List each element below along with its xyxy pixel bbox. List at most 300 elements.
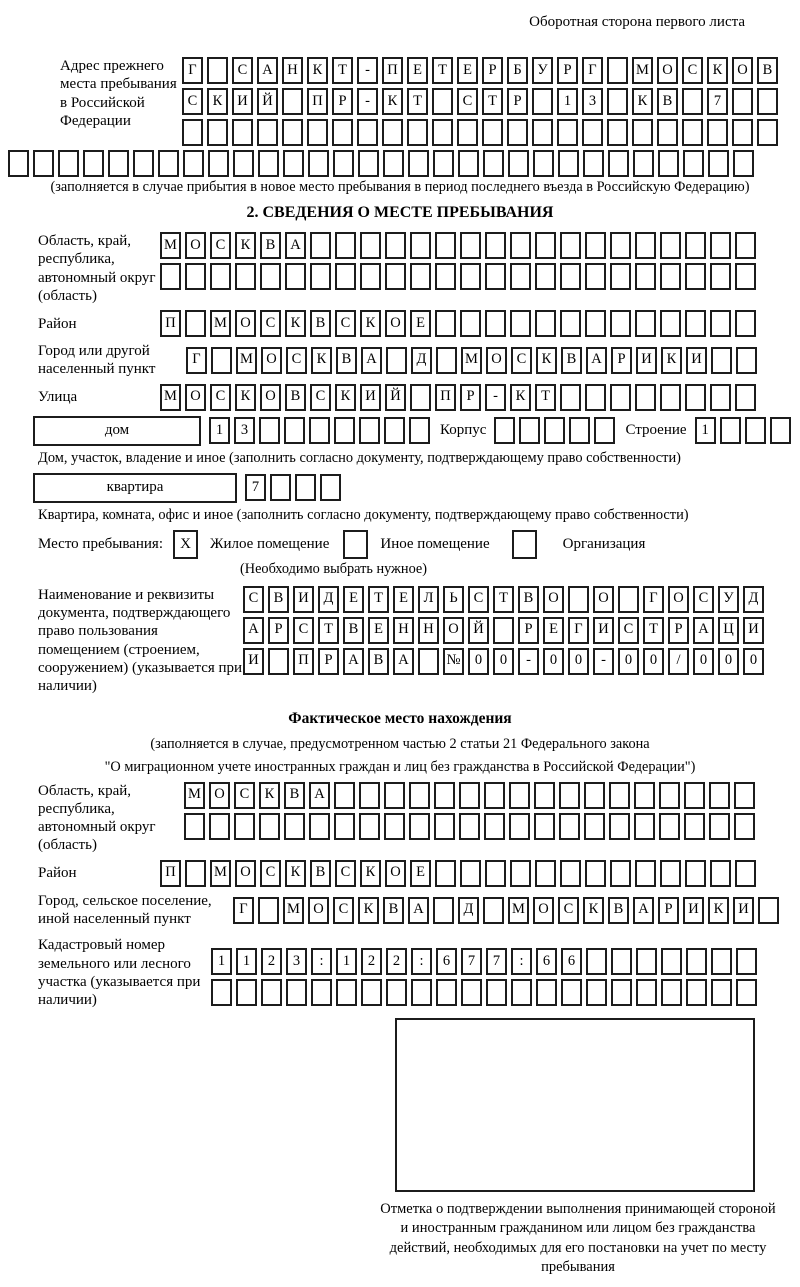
char-box[interactable]: С: [335, 860, 356, 887]
char-box[interactable]: Й: [468, 617, 489, 644]
char-box[interactable]: [561, 979, 582, 1006]
char-box[interactable]: [485, 860, 506, 887]
char-box[interactable]: [384, 417, 405, 444]
char-box[interactable]: [585, 384, 606, 411]
char-box[interactable]: И: [733, 897, 754, 924]
char-box[interactable]: [335, 263, 356, 290]
char-box[interactable]: К: [360, 860, 381, 887]
char-box[interactable]: [432, 88, 453, 115]
char-box[interactable]: [185, 310, 206, 337]
char-box[interactable]: [558, 150, 579, 177]
char-box[interactable]: [611, 979, 632, 1006]
char-box[interactable]: М: [210, 860, 231, 887]
char-box[interactable]: [735, 263, 756, 290]
char-box[interactable]: [459, 782, 480, 809]
char-box[interactable]: [757, 119, 778, 146]
char-box[interactable]: [436, 979, 457, 1006]
char-box[interactable]: О: [533, 897, 554, 924]
char-box[interactable]: Б: [507, 57, 528, 84]
char-box[interactable]: [310, 263, 331, 290]
char-box[interactable]: В: [343, 617, 364, 644]
char-box[interactable]: [435, 860, 456, 887]
char-box[interactable]: [510, 232, 531, 259]
char-box[interactable]: [494, 417, 515, 444]
char-box[interactable]: Н: [282, 57, 303, 84]
char-box[interactable]: Г: [233, 897, 254, 924]
char-box[interactable]: [560, 384, 581, 411]
char-box[interactable]: [510, 310, 531, 337]
char-box[interactable]: [493, 617, 514, 644]
char-box[interactable]: [735, 384, 756, 411]
char-box[interactable]: С: [693, 586, 714, 613]
char-box[interactable]: [258, 150, 279, 177]
char-box[interactable]: 0: [618, 648, 639, 675]
char-box[interactable]: О: [543, 586, 564, 613]
char-box[interactable]: 2: [386, 948, 407, 975]
char-box[interactable]: [569, 417, 590, 444]
char-box[interactable]: Д: [318, 586, 339, 613]
char-box[interactable]: [757, 88, 778, 115]
char-box[interactable]: [182, 119, 203, 146]
char-box[interactable]: О: [260, 384, 281, 411]
char-box[interactable]: 0: [718, 648, 739, 675]
char-box[interactable]: [736, 948, 757, 975]
char-box[interactable]: [258, 897, 279, 924]
char-box[interactable]: [211, 347, 232, 374]
char-box[interactable]: [507, 119, 528, 146]
char-box[interactable]: Ц: [718, 617, 739, 644]
char-box[interactable]: [260, 263, 281, 290]
char-box[interactable]: [607, 88, 628, 115]
char-box[interactable]: И: [686, 347, 707, 374]
char-box[interactable]: [320, 474, 341, 501]
char-box[interactable]: 1: [211, 948, 232, 975]
char-box[interactable]: [418, 648, 439, 675]
char-box[interactable]: [511, 979, 532, 1006]
char-box[interactable]: [585, 860, 606, 887]
char-box[interactable]: И: [293, 586, 314, 613]
char-box[interactable]: [259, 813, 280, 840]
char-box[interactable]: В: [657, 88, 678, 115]
char-box[interactable]: [408, 150, 429, 177]
char-box[interactable]: О: [185, 384, 206, 411]
char-box[interactable]: [310, 232, 331, 259]
char-box[interactable]: [183, 150, 204, 177]
char-box[interactable]: [736, 979, 757, 1006]
char-box[interactable]: [209, 813, 230, 840]
char-box[interactable]: В: [561, 347, 582, 374]
char-box[interactable]: К: [335, 384, 356, 411]
char-box[interactable]: 6: [536, 948, 557, 975]
char-box[interactable]: [458, 150, 479, 177]
char-box[interactable]: С: [260, 310, 281, 337]
char-box[interactable]: Т: [432, 57, 453, 84]
char-box[interactable]: [686, 979, 707, 1006]
char-box[interactable]: М: [210, 310, 231, 337]
char-box[interactable]: У: [532, 57, 553, 84]
char-box[interactable]: [709, 782, 730, 809]
char-box[interactable]: 0: [568, 648, 589, 675]
char-box[interactable]: [334, 813, 355, 840]
char-box[interactable]: [308, 150, 329, 177]
char-box[interactable]: [609, 782, 630, 809]
char-box[interactable]: Е: [368, 617, 389, 644]
char-box[interactable]: Й: [257, 88, 278, 115]
char-box[interactable]: С: [260, 860, 281, 887]
char-box[interactable]: [486, 979, 507, 1006]
char-box[interactable]: К: [583, 897, 604, 924]
char-box[interactable]: [635, 860, 656, 887]
char-box[interactable]: Е: [407, 57, 428, 84]
char-box[interactable]: Е: [393, 586, 414, 613]
char-box[interactable]: С: [286, 347, 307, 374]
char-box[interactable]: И: [683, 897, 704, 924]
char-box[interactable]: Г: [186, 347, 207, 374]
char-box[interactable]: [286, 979, 307, 1006]
char-box[interactable]: И: [593, 617, 614, 644]
char-box[interactable]: -: [593, 648, 614, 675]
char-box[interactable]: [535, 310, 556, 337]
char-box[interactable]: [208, 150, 229, 177]
char-box[interactable]: В: [336, 347, 357, 374]
char-box[interactable]: А: [243, 617, 264, 644]
char-box[interactable]: [660, 310, 681, 337]
char-box[interactable]: М: [184, 782, 205, 809]
char-box[interactable]: [634, 813, 655, 840]
char-box[interactable]: 1: [209, 417, 230, 444]
char-box[interactable]: [559, 813, 580, 840]
char-box[interactable]: [610, 263, 631, 290]
char-box[interactable]: 3: [582, 88, 603, 115]
char-box[interactable]: К: [360, 310, 381, 337]
char-box[interactable]: К: [707, 57, 728, 84]
char-box[interactable]: [536, 979, 557, 1006]
char-box[interactable]: И: [636, 347, 657, 374]
char-box[interactable]: Д: [743, 586, 764, 613]
char-box[interactable]: 1: [236, 948, 257, 975]
char-box[interactable]: П: [382, 57, 403, 84]
char-box[interactable]: Т: [643, 617, 664, 644]
char-box[interactable]: П: [435, 384, 456, 411]
char-box[interactable]: [660, 860, 681, 887]
char-box[interactable]: [234, 813, 255, 840]
char-box[interactable]: [586, 948, 607, 975]
char-box[interactable]: Р: [268, 617, 289, 644]
char-box[interactable]: [483, 897, 504, 924]
char-box[interactable]: Т: [482, 88, 503, 115]
char-box[interactable]: [582, 119, 603, 146]
char-box[interactable]: [361, 979, 382, 1006]
char-box[interactable]: [568, 586, 589, 613]
char-box[interactable]: К: [207, 88, 228, 115]
char-box[interactable]: [758, 897, 779, 924]
char-box[interactable]: [184, 813, 205, 840]
char-box[interactable]: [432, 119, 453, 146]
char-box[interactable]: [735, 232, 756, 259]
char-box[interactable]: [710, 232, 731, 259]
char-box[interactable]: [709, 813, 730, 840]
checkbox-organizaciya[interactable]: [512, 530, 537, 559]
char-box[interactable]: [618, 586, 639, 613]
char-box[interactable]: В: [518, 586, 539, 613]
char-box[interactable]: [510, 860, 531, 887]
char-box[interactable]: [682, 88, 703, 115]
char-box[interactable]: :: [311, 948, 332, 975]
char-box[interactable]: [284, 813, 305, 840]
char-box[interactable]: [435, 232, 456, 259]
char-box[interactable]: В: [757, 57, 778, 84]
char-box[interactable]: [635, 310, 656, 337]
char-box[interactable]: [33, 150, 54, 177]
char-box[interactable]: К: [235, 232, 256, 259]
char-box[interactable]: Р: [332, 88, 353, 115]
char-box[interactable]: [335, 232, 356, 259]
char-box[interactable]: В: [285, 384, 306, 411]
char-box[interactable]: -: [518, 648, 539, 675]
char-box[interactable]: [635, 232, 656, 259]
char-box[interactable]: :: [511, 948, 532, 975]
char-box[interactable]: Й: [385, 384, 406, 411]
char-box[interactable]: [607, 57, 628, 84]
char-box[interactable]: К: [307, 57, 328, 84]
char-box[interactable]: [611, 948, 632, 975]
char-box[interactable]: О: [235, 860, 256, 887]
char-box[interactable]: [608, 150, 629, 177]
char-box[interactable]: О: [593, 586, 614, 613]
char-box[interactable]: [661, 948, 682, 975]
char-box[interactable]: К: [632, 88, 653, 115]
char-box[interactable]: [659, 782, 680, 809]
char-box[interactable]: Р: [668, 617, 689, 644]
char-box[interactable]: [684, 813, 705, 840]
char-box[interactable]: [710, 263, 731, 290]
char-box[interactable]: [732, 119, 753, 146]
char-box[interactable]: А: [393, 648, 414, 675]
char-box[interactable]: [586, 979, 607, 1006]
char-box[interactable]: [383, 150, 404, 177]
char-box[interactable]: [210, 263, 231, 290]
char-box[interactable]: [385, 263, 406, 290]
char-box[interactable]: В: [383, 897, 404, 924]
char-box[interactable]: Т: [407, 88, 428, 115]
char-box[interactable]: О: [385, 310, 406, 337]
char-box[interactable]: С: [182, 88, 203, 115]
char-box[interactable]: 0: [743, 648, 764, 675]
char-box[interactable]: [409, 813, 430, 840]
char-box[interactable]: [660, 384, 681, 411]
char-box[interactable]: [636, 979, 657, 1006]
char-box[interactable]: [711, 948, 732, 975]
char-box[interactable]: К: [235, 384, 256, 411]
char-box[interactable]: Т: [493, 586, 514, 613]
char-box[interactable]: [435, 263, 456, 290]
char-box[interactable]: [559, 782, 580, 809]
char-box[interactable]: [433, 897, 454, 924]
char-box[interactable]: Т: [368, 586, 389, 613]
char-box[interactable]: Р: [518, 617, 539, 644]
char-box[interactable]: С: [333, 897, 354, 924]
char-box[interactable]: [386, 347, 407, 374]
char-box[interactable]: [720, 417, 741, 444]
char-box[interactable]: [707, 119, 728, 146]
char-box[interactable]: [257, 119, 278, 146]
char-box[interactable]: В: [260, 232, 281, 259]
char-box[interactable]: [660, 263, 681, 290]
char-box[interactable]: С: [335, 310, 356, 337]
char-box[interactable]: [211, 979, 232, 1006]
char-box[interactable]: Е: [410, 860, 431, 887]
char-box[interactable]: Е: [457, 57, 478, 84]
char-box[interactable]: С: [234, 782, 255, 809]
char-box[interactable]: [610, 232, 631, 259]
char-box[interactable]: [745, 417, 766, 444]
char-box[interactable]: М: [283, 897, 304, 924]
char-box[interactable]: [660, 232, 681, 259]
char-box[interactable]: [357, 119, 378, 146]
char-box[interactable]: Г: [568, 617, 589, 644]
char-box[interactable]: 1: [557, 88, 578, 115]
char-box[interactable]: [483, 150, 504, 177]
char-box[interactable]: [544, 417, 565, 444]
char-box[interactable]: 6: [436, 948, 457, 975]
char-box[interactable]: [360, 232, 381, 259]
char-box[interactable]: [560, 232, 581, 259]
char-box[interactable]: О: [209, 782, 230, 809]
char-box[interactable]: Г: [643, 586, 664, 613]
char-box[interactable]: [657, 119, 678, 146]
char-box[interactable]: [460, 310, 481, 337]
confirmation-stamp-box[interactable]: [395, 1018, 755, 1192]
char-box[interactable]: С: [468, 586, 489, 613]
char-box[interactable]: [710, 310, 731, 337]
char-box[interactable]: М: [632, 57, 653, 84]
char-box[interactable]: [535, 263, 556, 290]
char-box[interactable]: К: [358, 897, 379, 924]
char-box[interactable]: [333, 150, 354, 177]
char-box[interactable]: А: [285, 232, 306, 259]
char-box[interactable]: [635, 263, 656, 290]
char-box[interactable]: [359, 813, 380, 840]
char-box[interactable]: [336, 979, 357, 1006]
char-box[interactable]: [407, 119, 428, 146]
char-box[interactable]: 0: [643, 648, 664, 675]
char-box[interactable]: [585, 232, 606, 259]
char-box[interactable]: [519, 417, 540, 444]
char-box[interactable]: Т: [535, 384, 556, 411]
char-box[interactable]: [711, 347, 732, 374]
char-box[interactable]: А: [693, 617, 714, 644]
char-box[interactable]: [410, 232, 431, 259]
char-box[interactable]: М: [160, 384, 181, 411]
char-box[interactable]: -: [357, 57, 378, 84]
char-box[interactable]: [334, 417, 355, 444]
char-box[interactable]: [436, 347, 457, 374]
char-box[interactable]: К: [536, 347, 557, 374]
char-box[interactable]: [633, 150, 654, 177]
char-box[interactable]: [734, 782, 755, 809]
char-box[interactable]: Р: [482, 57, 503, 84]
char-box[interactable]: [485, 232, 506, 259]
char-box[interactable]: [385, 232, 406, 259]
char-box[interactable]: [732, 88, 753, 115]
char-box[interactable]: П: [307, 88, 328, 115]
char-box[interactable]: В: [608, 897, 629, 924]
char-box[interactable]: [411, 979, 432, 1006]
char-box[interactable]: [283, 150, 304, 177]
char-box[interactable]: О: [185, 232, 206, 259]
char-box[interactable]: 3: [234, 417, 255, 444]
char-box[interactable]: С: [243, 586, 264, 613]
char-box[interactable]: №: [443, 648, 464, 675]
char-box[interactable]: [268, 648, 289, 675]
char-box[interactable]: И: [232, 88, 253, 115]
char-box[interactable]: [510, 263, 531, 290]
char-box[interactable]: 2: [361, 948, 382, 975]
char-box[interactable]: [594, 417, 615, 444]
char-box[interactable]: [736, 347, 757, 374]
char-box[interactable]: О: [308, 897, 329, 924]
char-box[interactable]: [460, 232, 481, 259]
char-box[interactable]: [534, 782, 555, 809]
char-box[interactable]: 0: [693, 648, 714, 675]
char-box[interactable]: [710, 860, 731, 887]
char-box[interactable]: К: [661, 347, 682, 374]
char-box[interactable]: О: [732, 57, 753, 84]
char-box[interactable]: [610, 310, 631, 337]
char-box[interactable]: [735, 310, 756, 337]
char-box[interactable]: 7: [245, 474, 266, 501]
char-box[interactable]: [409, 417, 430, 444]
char-box[interactable]: 1: [336, 948, 357, 975]
char-box[interactable]: [359, 417, 380, 444]
char-box[interactable]: [185, 860, 206, 887]
char-box[interactable]: [386, 979, 407, 1006]
char-box[interactable]: [384, 813, 405, 840]
char-box[interactable]: С: [682, 57, 703, 84]
char-box[interactable]: С: [232, 57, 253, 84]
char-box[interactable]: М: [461, 347, 482, 374]
char-box[interactable]: [133, 150, 154, 177]
char-box[interactable]: [410, 384, 431, 411]
char-box[interactable]: О: [668, 586, 689, 613]
char-box[interactable]: [733, 150, 754, 177]
char-box[interactable]: [484, 782, 505, 809]
char-box[interactable]: [460, 860, 481, 887]
char-box[interactable]: В: [268, 586, 289, 613]
char-box[interactable]: 1: [695, 417, 716, 444]
char-box[interactable]: [259, 417, 280, 444]
char-box[interactable]: [360, 263, 381, 290]
char-box[interactable]: [532, 119, 553, 146]
char-box[interactable]: [534, 813, 555, 840]
char-box[interactable]: [83, 150, 104, 177]
char-box[interactable]: [636, 948, 657, 975]
char-box[interactable]: [686, 948, 707, 975]
checkbox-inoe[interactable]: [343, 530, 368, 559]
char-box[interactable]: [661, 979, 682, 1006]
char-box[interactable]: [659, 813, 680, 840]
char-box[interactable]: О: [657, 57, 678, 84]
char-box[interactable]: 7: [486, 948, 507, 975]
char-box[interactable]: [509, 782, 530, 809]
char-box[interactable]: [685, 263, 706, 290]
char-box[interactable]: [207, 57, 228, 84]
char-box[interactable]: А: [408, 897, 429, 924]
char-box[interactable]: К: [285, 310, 306, 337]
char-box[interactable]: [583, 150, 604, 177]
char-box[interactable]: Р: [460, 384, 481, 411]
char-box[interactable]: [508, 150, 529, 177]
